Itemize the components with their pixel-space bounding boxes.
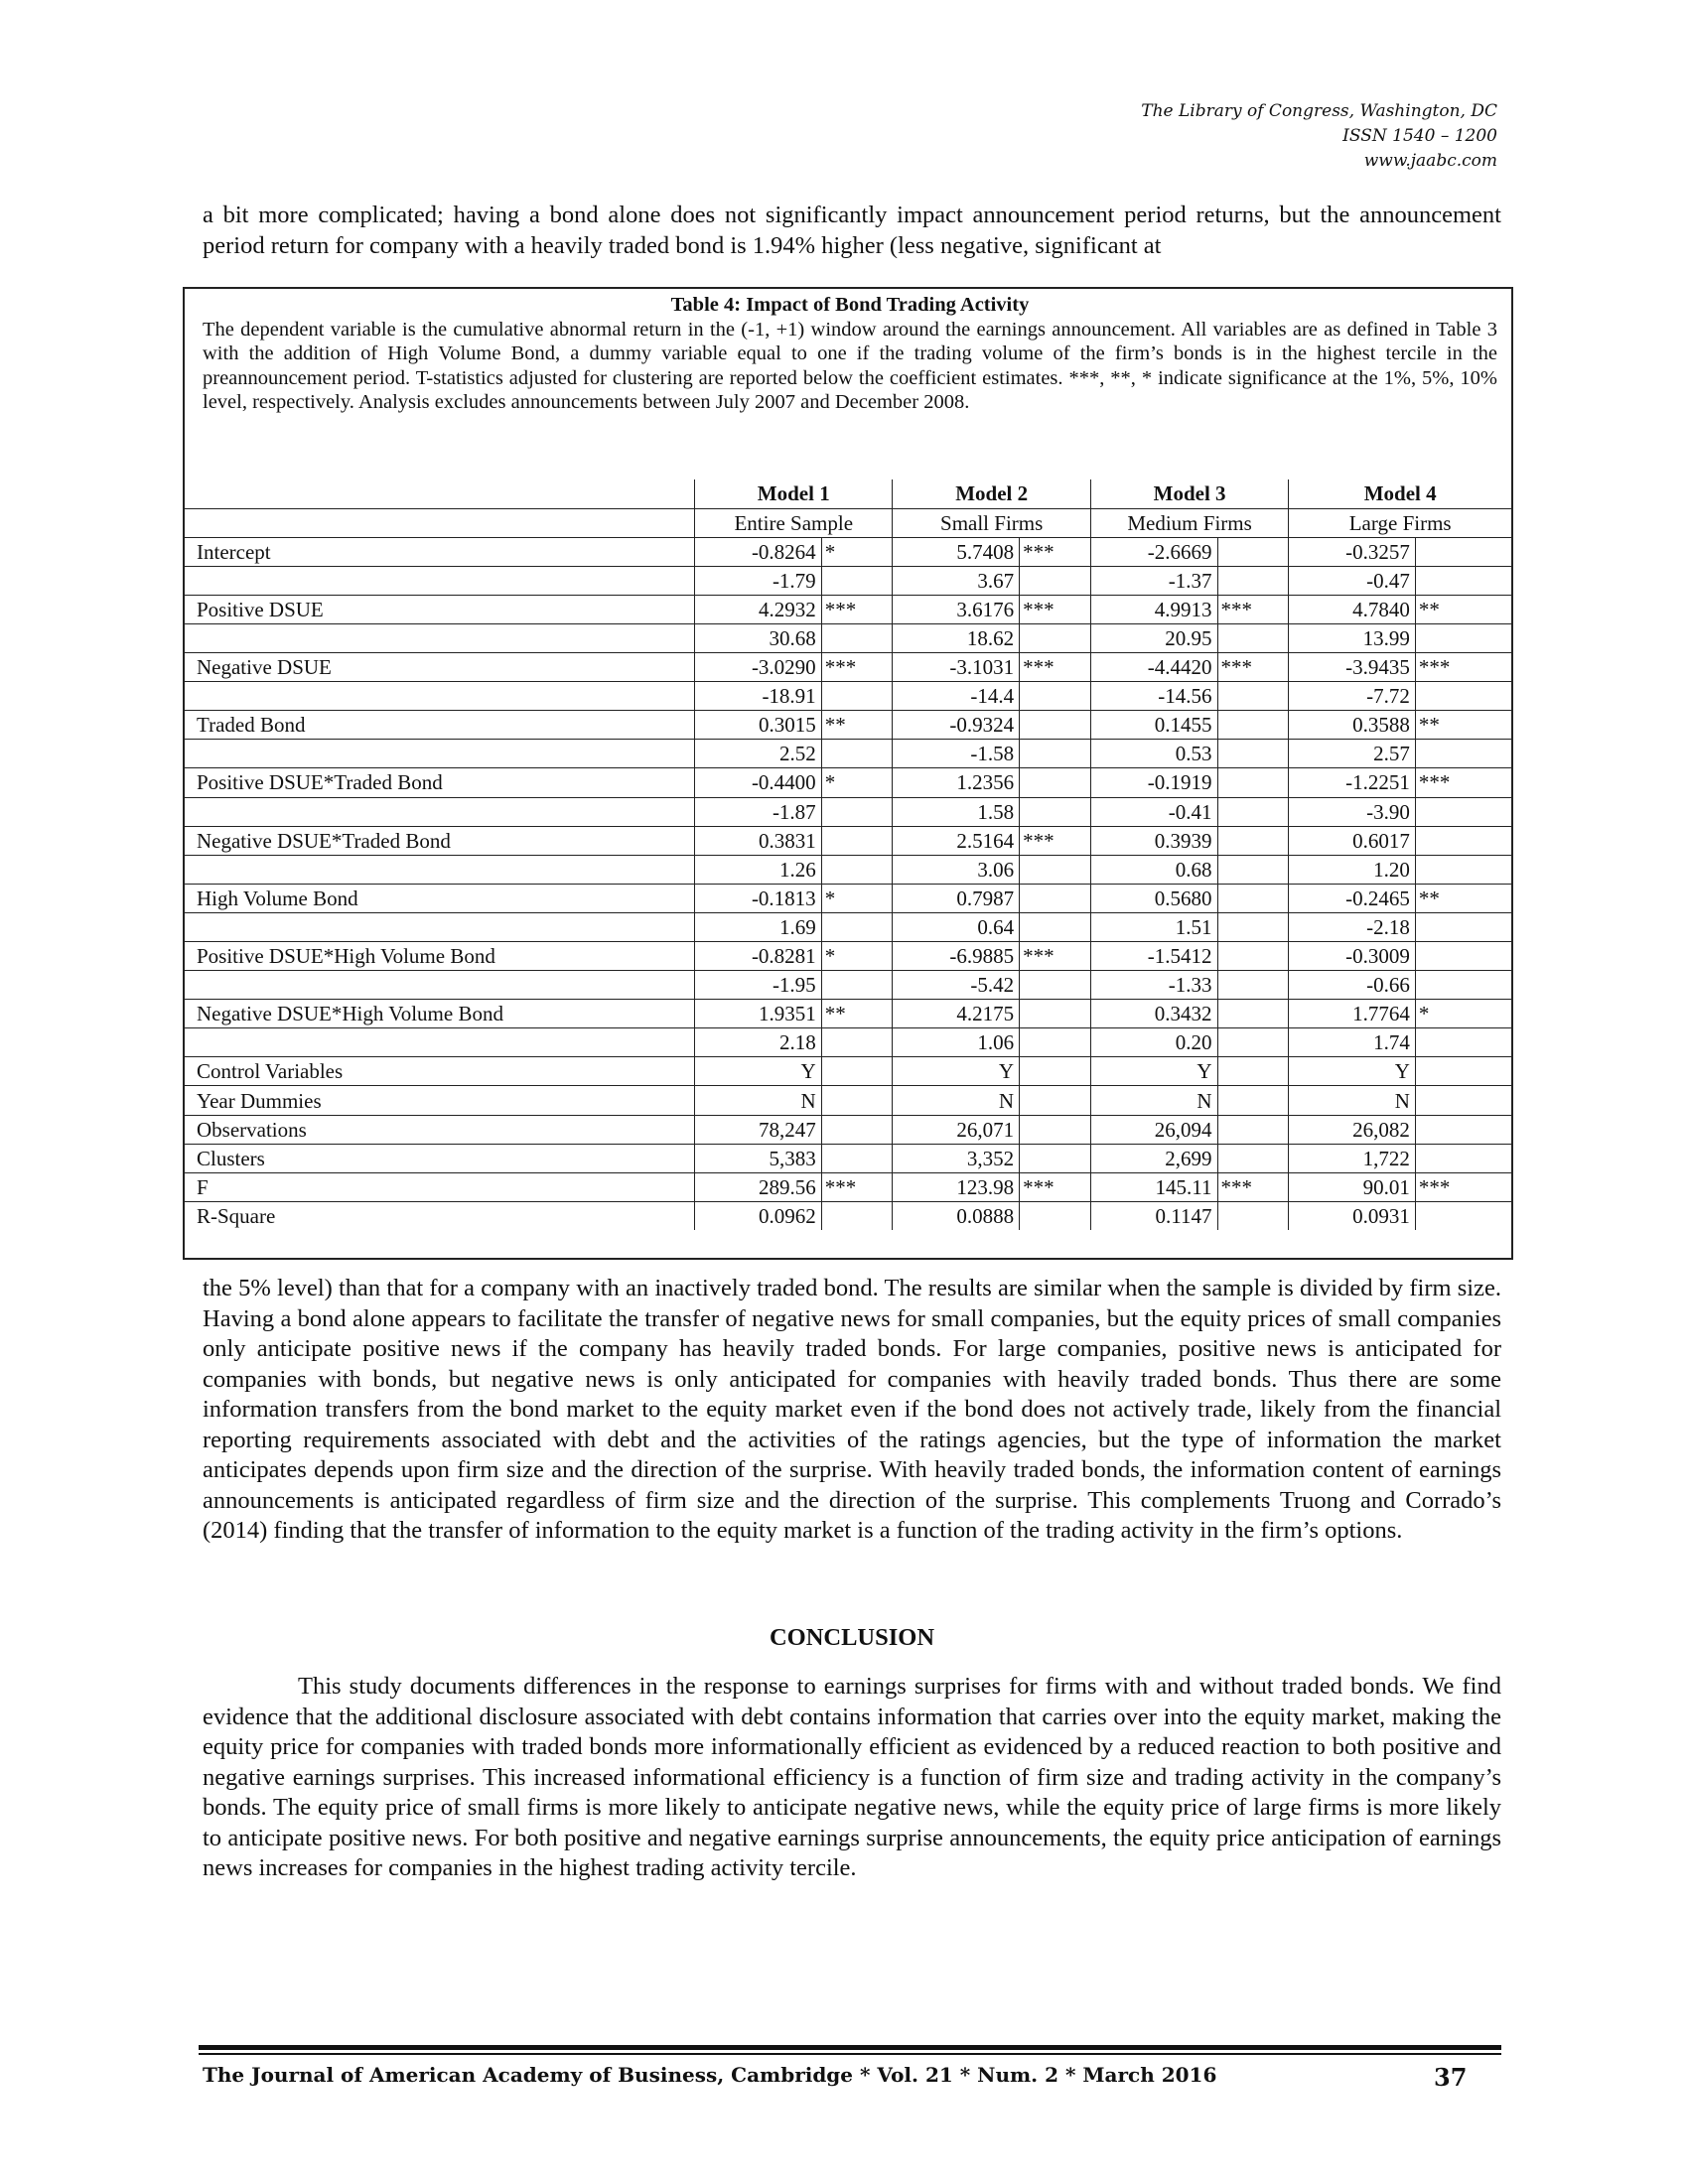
significance-stars: ** (1415, 711, 1511, 740)
significance-stars: * (821, 537, 893, 566)
significance-stars (821, 826, 893, 855)
running-header (1141, 99, 1497, 174)
paragraph-after-table (203, 1274, 1501, 1547)
conclusion-heading: CONCLUSION (769, 1624, 935, 1651)
coef-value: 4.2932 (695, 595, 822, 623)
row-label (185, 855, 695, 884)
significance-stars (1415, 1115, 1511, 1144)
header-issn: ISSN 1540 – 1200 (1342, 126, 1497, 146)
significance-stars (1217, 971, 1289, 1000)
row-label: F (185, 1172, 695, 1201)
coef-value: 1.20 (1289, 855, 1416, 884)
coef-value: 1.74 (1289, 1028, 1416, 1057)
significance-stars (1020, 1201, 1091, 1230)
significance-stars (1020, 855, 1091, 884)
table-row (185, 566, 1511, 595)
regression-table (185, 479, 1511, 1230)
coef-value: Y (1289, 1057, 1416, 1086)
significance-stars (1020, 623, 1091, 652)
significance-stars (821, 566, 893, 595)
coef-value: 0.7987 (893, 884, 1020, 912)
row-label (185, 1028, 695, 1057)
row-label: Traded Bond (185, 711, 695, 740)
significance-stars: * (1415, 1000, 1511, 1028)
significance-stars (1415, 1028, 1511, 1057)
header-blank-cell (185, 479, 695, 508)
table-row (185, 1201, 1511, 1230)
significance-stars: *** (1415, 653, 1511, 682)
coef-value: 145.11 (1090, 1172, 1217, 1201)
significance-stars (1020, 884, 1091, 912)
coef-value: 1.9351 (695, 1000, 822, 1028)
coef-value: 1.06 (893, 1028, 1020, 1057)
row-label: Intercept (185, 537, 695, 566)
coef-value: N (1289, 1086, 1416, 1115)
significance-stars (1217, 740, 1289, 768)
coef-value: -0.1813 (695, 884, 822, 912)
significance-stars: * (821, 884, 893, 912)
sample-header-row (185, 508, 1511, 537)
significance-stars (1217, 1144, 1289, 1172)
coef-value: 0.6017 (1289, 826, 1416, 855)
significance-stars: *** (1020, 942, 1091, 971)
table-row (185, 1115, 1511, 1144)
coef-value: 0.5680 (1090, 884, 1217, 912)
row-label (185, 623, 695, 652)
significance-stars: *** (1217, 595, 1289, 623)
significance-stars (821, 682, 893, 711)
coef-value: -1.87 (695, 797, 822, 826)
coef-value: 4.7840 (1289, 595, 1416, 623)
header-library: The Library of Congress, Washington, DC (1141, 101, 1497, 121)
significance-stars: ** (1415, 884, 1511, 912)
coef-value: 0.3432 (1090, 1000, 1217, 1028)
significance-stars (1020, 1144, 1091, 1172)
coef-value: 1.26 (695, 855, 822, 884)
table-4-box (183, 287, 1513, 1260)
significance-stars (1020, 566, 1091, 595)
significance-stars (1217, 711, 1289, 740)
significance-stars (1217, 826, 1289, 855)
significance-stars (821, 1028, 893, 1057)
row-label (185, 797, 695, 826)
table-description: The dependent variable is the cumulative abnormal return in the (-1, +1) window around the earnings announcement. All variables are as defined in Table 3 with the addition of High Volume Bond, a dummy variable equal to one if the trading volume of the firm’s bonds is in the highest tercile in the preannouncement period. T-statistics adjusted for clustering are reported below the coefficient estimates. ***, **, * indicate significance at the 1%, 5%, 10% level, respectively. Analysis excludes announcements between July 2007 and December 2008. (203, 318, 1497, 414)
coef-value: 4.2175 (893, 1000, 1020, 1028)
conclusion-paragraph (203, 1672, 1501, 1884)
coef-value: 0.0962 (695, 1201, 822, 1230)
coef-value: 3.67 (893, 566, 1020, 595)
significance-stars: *** (1020, 537, 1091, 566)
row-label: Negative DSUE*Traded Bond (185, 826, 695, 855)
coef-value: 0.20 (1090, 1028, 1217, 1057)
significance-stars (1020, 912, 1091, 941)
row-label (185, 566, 695, 595)
significance-stars (1020, 971, 1091, 1000)
significance-stars (821, 1086, 893, 1115)
significance-stars (821, 1057, 893, 1086)
coef-value: 26,071 (893, 1115, 1020, 1144)
model-sample: Entire Sample (695, 508, 893, 537)
table-row (185, 711, 1511, 740)
coef-value: 1.69 (695, 912, 822, 941)
coef-value: 3.6176 (893, 595, 1020, 623)
table-row (185, 1000, 1511, 1028)
coef-value: -14.56 (1090, 682, 1217, 711)
table-row (185, 855, 1511, 884)
table-row (185, 623, 1511, 652)
significance-stars (1415, 1144, 1511, 1172)
significance-stars (1217, 912, 1289, 941)
significance-stars (1020, 711, 1091, 740)
coef-value: -0.8281 (695, 942, 822, 971)
coef-value: 5,383 (695, 1144, 822, 1172)
coef-value: -7.72 (1289, 682, 1416, 711)
coef-value: 0.1455 (1090, 711, 1217, 740)
significance-stars (1415, 566, 1511, 595)
significance-stars (821, 797, 893, 826)
coef-value: -1.95 (695, 971, 822, 1000)
coef-value: -0.66 (1289, 971, 1416, 1000)
conclusion-text: This study documents differences in the response to earnings surprises for firms with and without traded bonds. We find evidence that the additional disclosure associated with debt contains information that carries over into the equity market, making the equity price for companies with traded bonds more informationally efficient as evidenced by a reduced reaction to both positive and negative earnings surprises. This increased informational efficiency is a function of firm size and trading activity in the company’s bonds. The equity price of small firms is more likely to anticipate negative news, while the equity price of large firms is more likely to anticipate positive news. For both positive and negative earnings surprise announcements, the equity price anticipation of earnings news increases for companies in the highest trading activity tercile. (203, 1673, 1501, 1881)
significance-stars (821, 623, 893, 652)
significance-stars (821, 912, 893, 941)
significance-stars: *** (1020, 595, 1091, 623)
row-label: Positive DSUE*High Volume Bond (185, 942, 695, 971)
coef-value: -3.9435 (1289, 653, 1416, 682)
row-label: Observations (185, 1115, 695, 1144)
coef-value: Y (893, 1057, 1020, 1086)
coef-value: -1.33 (1090, 971, 1217, 1000)
row-label (185, 682, 695, 711)
row-label: Negative DSUE (185, 653, 695, 682)
significance-stars (1217, 682, 1289, 711)
coef-value: -18.91 (695, 682, 822, 711)
coef-value: 0.3939 (1090, 826, 1217, 855)
significance-stars (1415, 826, 1511, 855)
model-name: Model 1 (695, 479, 893, 508)
significance-stars: * (821, 768, 893, 797)
significance-stars (1415, 537, 1511, 566)
significance-stars (1217, 884, 1289, 912)
coef-value: 30.68 (695, 623, 822, 652)
coef-value: 0.3015 (695, 711, 822, 740)
coef-value: Y (1090, 1057, 1217, 1086)
coef-value: 2.57 (1289, 740, 1416, 768)
table-row (185, 682, 1511, 711)
significance-stars (1020, 768, 1091, 797)
coef-value: 26,082 (1289, 1115, 1416, 1144)
coef-value: 0.3588 (1289, 711, 1416, 740)
row-label (185, 912, 695, 941)
row-label: Positive DSUE*Traded Bond (185, 768, 695, 797)
significance-stars (821, 971, 893, 1000)
header-blank-cell (185, 508, 695, 537)
row-label: R-Square (185, 1201, 695, 1230)
table-row (185, 768, 1511, 797)
table-row (185, 912, 1511, 941)
significance-stars (1415, 942, 1511, 971)
paragraph-top-text: a bit more complicated; having a bond alone does not significantly impact announcement period returns, but the announcement period return for company with a heavily traded bond is 1.94% higher (less negative, significant at (203, 202, 1501, 259)
row-label (185, 740, 695, 768)
table-row (185, 942, 1511, 971)
significance-stars (1020, 1057, 1091, 1086)
coef-value: -0.3009 (1289, 942, 1416, 971)
table-row (185, 1172, 1511, 1201)
coef-value: 20.95 (1090, 623, 1217, 652)
coef-value: 0.53 (1090, 740, 1217, 768)
coef-value: 0.3831 (695, 826, 822, 855)
paragraph-after-table-text: the 5% level) than that for a company with an inactively traded bond. The results are similar when the sample is divided by firm size. Having a bond alone appears to facilitate the transfer of negative news for small companies, but the equity prices of small companies only anticipate positive news if the company has heavily traded bonds. For large companies, positive news is anticipated for companies with bonds, but negative news is only anticipated for companies with heavily traded bonds. Thus there are some information transfers from the bond market to the equity market even if the bond does not actively trade, likely from the financial reporting requirements associated with debt and the activities of the ratings agencies, but the type of information the market anticipates depends upon firm size and the direction of the surprise. With heavily traded bonds, the information content of earnings announcements is anticipated regardless of firm size and the direction of the surprise. This complements Truong and Corrado’s (2014) finding that the transfer of information to the equity market is a function of the trading activity in the firm’s options. (203, 1275, 1501, 1544)
footer-journal: The Journal of American Academy of Business, Cambridge * Vol. 21 * Num. 2 * March 2016 (203, 2063, 1217, 2087)
significance-stars: * (821, 942, 893, 971)
coef-value: N (893, 1086, 1020, 1115)
coef-value: 5.7408 (893, 537, 1020, 566)
model-header-row (185, 479, 1511, 508)
coef-value: -1.79 (695, 566, 822, 595)
significance-stars (1415, 1086, 1511, 1115)
table-caption (203, 293, 1497, 415)
row-label: Negative DSUE*High Volume Bond (185, 1000, 695, 1028)
coef-value: 1.2356 (893, 768, 1020, 797)
significance-stars (821, 1144, 893, 1172)
coef-value: -1.2251 (1289, 768, 1416, 797)
footer-rule-thin (199, 2053, 1501, 2055)
table-row (185, 971, 1511, 1000)
table-row (185, 537, 1511, 566)
coef-value: -5.42 (893, 971, 1020, 1000)
page-number: 37 (1434, 2063, 1468, 2092)
significance-stars (821, 1201, 893, 1230)
significance-stars: ** (1415, 595, 1511, 623)
model-sample: Large Firms (1289, 508, 1511, 537)
significance-stars (1020, 682, 1091, 711)
significance-stars (1415, 740, 1511, 768)
significance-stars: *** (821, 1172, 893, 1201)
row-label (185, 971, 695, 1000)
model-sample: Medium Firms (1090, 508, 1289, 537)
coef-value: 1.58 (893, 797, 1020, 826)
table-row (185, 653, 1511, 682)
significance-stars (1415, 1201, 1511, 1230)
coef-value: -1.58 (893, 740, 1020, 768)
significance-stars: *** (1217, 653, 1289, 682)
table-title: Table 4: Impact of Bond Trading Activity (670, 294, 1030, 316)
coef-value: -0.4400 (695, 768, 822, 797)
significance-stars (1415, 1057, 1511, 1086)
coef-value: 3.06 (893, 855, 1020, 884)
coef-value: 1,722 (1289, 1144, 1416, 1172)
significance-stars (1217, 623, 1289, 652)
significance-stars: *** (1415, 1172, 1511, 1201)
coef-value: 3,352 (893, 1144, 1020, 1172)
significance-stars (1020, 1115, 1091, 1144)
significance-stars (1020, 1028, 1091, 1057)
coef-value: -3.1031 (893, 653, 1020, 682)
header-website: www.jaabc.com (1363, 151, 1497, 171)
footer-rule-thick (199, 2045, 1501, 2050)
significance-stars (1217, 768, 1289, 797)
coef-value: -2.18 (1289, 912, 1416, 941)
row-label: Control Variables (185, 1057, 695, 1086)
coef-value: -0.8264 (695, 537, 822, 566)
table-row (185, 595, 1511, 623)
model-name: Model 2 (893, 479, 1090, 508)
paragraph-top (203, 201, 1501, 261)
coef-value: 26,094 (1090, 1115, 1217, 1144)
row-label: Positive DSUE (185, 595, 695, 623)
significance-stars (1217, 942, 1289, 971)
significance-stars (1415, 623, 1511, 652)
coef-value: 0.68 (1090, 855, 1217, 884)
coef-value: 0.0888 (893, 1201, 1020, 1230)
coef-value: 2,699 (1090, 1144, 1217, 1172)
significance-stars (1415, 912, 1511, 941)
coef-value: N (695, 1086, 822, 1115)
significance-stars (1217, 1000, 1289, 1028)
table-row (185, 884, 1511, 912)
significance-stars (1217, 566, 1289, 595)
table-row (185, 1086, 1511, 1115)
significance-stars (1217, 1086, 1289, 1115)
significance-stars: *** (1020, 653, 1091, 682)
significance-stars: *** (1020, 826, 1091, 855)
coef-value: 2.5164 (893, 826, 1020, 855)
coef-value: 13.99 (1289, 623, 1416, 652)
significance-stars: ** (821, 1000, 893, 1028)
significance-stars (1415, 855, 1511, 884)
coef-value: 90.01 (1289, 1172, 1416, 1201)
coef-value: -0.3257 (1289, 537, 1416, 566)
significance-stars: *** (1020, 1172, 1091, 1201)
row-label: Year Dummies (185, 1086, 695, 1115)
coef-value: Y (695, 1057, 822, 1086)
table-row (185, 1028, 1511, 1057)
coef-value: 18.62 (893, 623, 1020, 652)
table-row (185, 1057, 1511, 1086)
coef-value: -3.0290 (695, 653, 822, 682)
table-row (185, 740, 1511, 768)
significance-stars (1020, 740, 1091, 768)
coef-value: 0.0931 (1289, 1201, 1416, 1230)
coef-value: -1.37 (1090, 566, 1217, 595)
significance-stars (821, 855, 893, 884)
significance-stars (821, 740, 893, 768)
coef-value: 0.64 (893, 912, 1020, 941)
model-sample: Small Firms (893, 508, 1090, 537)
coef-value: -6.9885 (893, 942, 1020, 971)
coef-value: N (1090, 1086, 1217, 1115)
model-name: Model 3 (1090, 479, 1289, 508)
coef-value: -0.41 (1090, 797, 1217, 826)
significance-stars: *** (821, 595, 893, 623)
coef-value: 4.9913 (1090, 595, 1217, 623)
significance-stars (1217, 855, 1289, 884)
significance-stars (1415, 971, 1511, 1000)
significance-stars (1020, 1086, 1091, 1115)
significance-stars (1217, 1057, 1289, 1086)
coef-value: 1.51 (1090, 912, 1217, 941)
coef-value: -3.90 (1289, 797, 1416, 826)
significance-stars: *** (1415, 768, 1511, 797)
coef-value: 123.98 (893, 1172, 1020, 1201)
significance-stars (1020, 1000, 1091, 1028)
coef-value: -0.9324 (893, 711, 1020, 740)
coef-value: -4.4420 (1090, 653, 1217, 682)
coef-value: -0.1919 (1090, 768, 1217, 797)
coef-value: 0.1147 (1090, 1201, 1217, 1230)
coef-value: 1.7764 (1289, 1000, 1416, 1028)
table-row (185, 826, 1511, 855)
coef-value: -2.6669 (1090, 537, 1217, 566)
significance-stars (1217, 1115, 1289, 1144)
coef-value: -0.2465 (1289, 884, 1416, 912)
significance-stars (821, 1115, 893, 1144)
table-row (185, 797, 1511, 826)
row-label: Clusters (185, 1144, 695, 1172)
significance-stars (1415, 797, 1511, 826)
table-row (185, 1144, 1511, 1172)
significance-stars (1217, 797, 1289, 826)
significance-stars (1217, 1028, 1289, 1057)
coef-value: 2.52 (695, 740, 822, 768)
coef-value: -1.5412 (1090, 942, 1217, 971)
significance-stars (1020, 797, 1091, 826)
coef-value: -0.47 (1289, 566, 1416, 595)
coef-value: 289.56 (695, 1172, 822, 1201)
model-name: Model 4 (1289, 479, 1511, 508)
coef-value: -14.4 (893, 682, 1020, 711)
significance-stars: *** (1217, 1172, 1289, 1201)
significance-stars: ** (821, 711, 893, 740)
row-label: High Volume Bond (185, 884, 695, 912)
significance-stars (1415, 682, 1511, 711)
significance-stars: *** (821, 653, 893, 682)
significance-stars (1217, 1201, 1289, 1230)
coef-value: 2.18 (695, 1028, 822, 1057)
coef-value: 78,247 (695, 1115, 822, 1144)
significance-stars (1217, 537, 1289, 566)
